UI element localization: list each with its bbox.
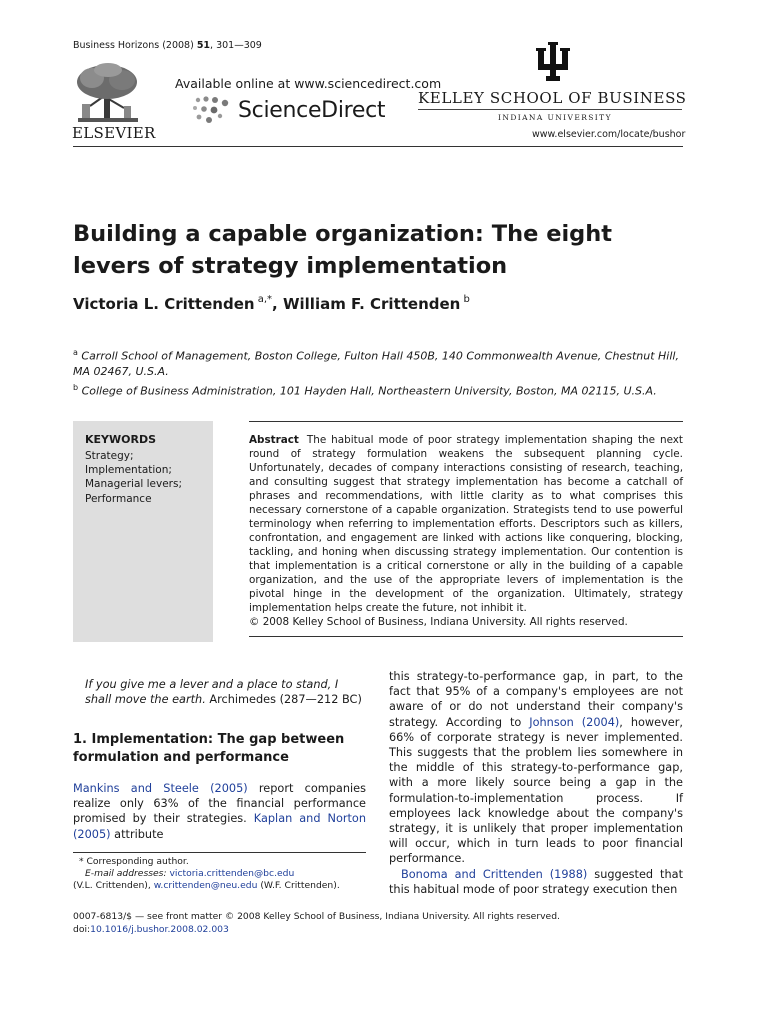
abstract-label: Abstract <box>249 434 299 446</box>
epigraph: If you give me a lever and a place to stand, I shall move the earth. Archimedes (287—212 BC) <box>85 678 362 707</box>
citation-link[interactable]: Mankins and Steele (2005) <box>73 782 248 795</box>
body-paragraph-left: Mankins and Steele (2005) report companies realize only 63% of the financial performance promised by their strategies. Kaplan and Norton (2005) attribute <box>73 782 367 841</box>
keyword-item: Strategy; <box>85 450 134 462</box>
citation-link[interactable]: Johnson (2004) <box>529 715 620 729</box>
sciencedirect-wordmark: ScienceDirect <box>238 98 386 123</box>
author-name: Victoria L. Crittenden <box>73 295 255 313</box>
author-list: Victoria L. Crittenden $^{a,*}$, William F. Crittenden $^b$ <box>73 294 470 313</box>
elsevier-tree-logo-icon <box>70 62 146 124</box>
sciencedirect-dots-logo-icon <box>190 94 234 126</box>
journal-reference: Business Horizons (2008) 51, 301—309 <box>73 40 262 51</box>
section-heading: 1. Implementation: The gap between formulation and performance <box>73 732 345 765</box>
affiliation-a: $^a$ Carroll School of Management, Boston College, Fulton Hall 450B, 140 Commonwealth Avenue, Chestnut Hill, MA 02467, U.S.A. <box>73 348 679 379</box>
header-divider <box>73 146 683 147</box>
abstract-copyright: © 2008 Kelley School of Business, Indiana University. All rights reserved. <box>249 616 628 628</box>
abstract-top-rule <box>249 421 683 422</box>
email-line: (V.L. Crittenden), w.crittenden@neu.edu (W.F. Crittenden). <box>73 880 340 892</box>
footnote <box>73 856 366 893</box>
publisher-name: ELSEVIER <box>72 124 156 142</box>
abstract-text: The habitual mode of poor strategy implementation shaping the next round of strategy formulation weakens the subsequent planning cycle. Unfortunately, decades of company interactions consisting of research, teaching, and consulting suggest that strategy implementation has become a catchall of phrases and recommendations, with little clarity as to what comprises this necessary cornerstone of a capable organization. Strategists tend to use powerful terminology when referring to implementation efforts. Descriptors such as killers, confrontation, and engagement are linked with actions like conquering, blocking, tackling, and honing when discussing strategy implementation. Our contention is that implementation is a critical cornerstone or ally in the building of a capable organization, and the use of the appropriate levers of implementation is the pivotal hinge in the development of the organization. Ultimately, strategy implementation helps create the future, not inhibit it. <box>249 434 683 614</box>
indiana-university-trident-icon <box>536 42 570 82</box>
front-matter-note: 0007-6813/$ — see front matter © 2008 Kelley School of Business, Indiana University. All rights reserved. <box>73 911 560 922</box>
school-divider <box>418 109 682 110</box>
abstract-bottom-rule <box>249 636 683 637</box>
journal-url-link[interactable]: www.elsevier.com/locate/bushor <box>532 129 686 140</box>
paragraph: this strategy-to-performance gap, in part, to the fact that 95% of a company's employees are not aware of or do not understand their company's strategy. According to Johnson (2004), however, 66% of corporate strategy is never implemented. This suggests that the problem lies somewhere in the middle of this strategy-to-performance gap, with a more likely source being a gap in the formulation-to-implementation process. If employees lack knowledge about the company's strategy, it is unlikely that proper implementation will occur, which in turn leads to poor financial performance. <box>389 670 683 866</box>
keyword-item: Performance <box>85 492 152 505</box>
keywords-heading: KEYWORDS <box>85 433 157 446</box>
affiliations <box>73 345 693 399</box>
email-link[interactable]: victoria.crittenden@bc.edu <box>169 868 295 880</box>
epigraph-attribution: Archimedes (287—212 BC) <box>205 693 362 707</box>
university-name: INDIANA UNIVERSITY <box>498 113 612 122</box>
author-marks[interactable]: b <box>460 294 470 305</box>
keyword-item: Implementation; <box>85 464 172 477</box>
corresponding-author-note: * Corresponding author. <box>79 856 189 867</box>
available-online-text: Available online at www.sciencedirect.com <box>175 76 442 91</box>
doi-line: doi:10.1016/j.bushor.2008.02.003 <box>73 924 229 935</box>
keyword-item: Managerial levers; <box>85 478 183 491</box>
paragraph: Bonoma and Crittenden (1988) suggested that this habitual mode of poor strategy execution then <box>389 867 683 896</box>
body-paragraph-right <box>389 669 683 897</box>
citation-link[interactable]: Kaplan and Norton (2005) <box>73 812 367 841</box>
abstract <box>249 433 683 615</box>
citation-link[interactable]: Bonoma and Crittenden (1988) <box>401 867 588 881</box>
journal-volume: 51 <box>196 40 211 51</box>
issn-line <box>73 910 560 936</box>
article-title: Building a capable organization: The eight levers of strategy implementation <box>73 221 613 279</box>
footnote-rule <box>73 852 366 853</box>
school-name: KELLEY SCHOOL OF BUSINESS <box>418 89 687 107</box>
doi-link[interactable]: 10.1016/j.bushor.2008.02.003 <box>90 924 229 935</box>
author-marks[interactable]: a,* <box>254 294 273 305</box>
keywords-list <box>85 449 182 506</box>
author-name: William F. Crittenden <box>282 295 461 313</box>
email-link[interactable]: w.crittenden@neu.edu <box>153 880 258 892</box>
email-line: E-mail addresses: victoria.crittenden@bc.edu <box>85 868 295 880</box>
affiliation-b: $^b$ College of Business Administration, 101 Hayden Hall, Northeastern University, Boston, MA 02115, U.S.A. <box>73 382 657 398</box>
